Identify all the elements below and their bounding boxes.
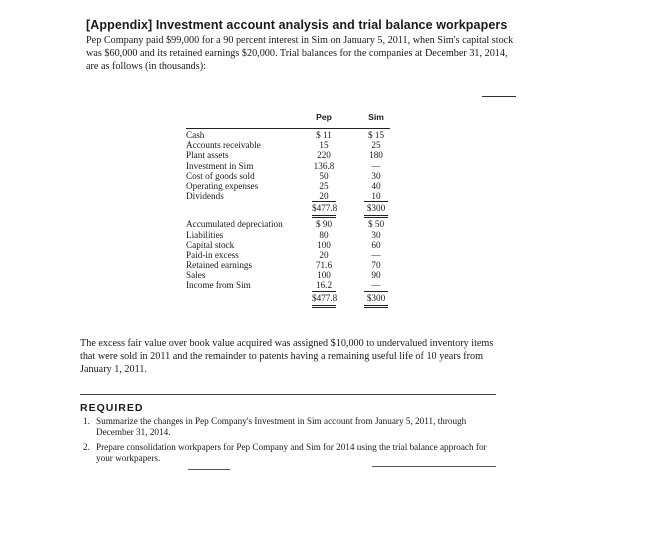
debit-total-sim: $300 [364,201,388,218]
table-header-row [186,112,384,124]
required-list [80,416,500,468]
table-row: Accounts receivable 15 25 [186,140,381,151]
table-row: Investment in Sim 136.8 — [186,160,381,171]
excess-fair-value-note: The excess fair value over book value acquired was assigned $10,000 to undervalued inventory items that were sold in 2011 and the remainder to patents having a remaining useful life of 10 years from January 1, 2011. [80,338,494,375]
bottom-rule-right [372,466,496,467]
required-item: 2. Prepare consolidation workpapers for Pep Company and Sim for 2014 using the trial balance approach for your workpapers. [83,442,487,463]
problem-title: [Appendix] Investment account analysis and trial balance workpapers [86,18,508,32]
trial-balance-table [186,112,386,305]
debit-total-row [186,201,386,215]
table-row: Paid-in excess 20 — [186,249,381,260]
required-heading: REQUIRED [80,402,144,414]
table-row: Operating expenses 25 40 [186,180,381,191]
bottom-rule-left [188,469,230,470]
debit-total-pep: $477.8 [312,201,336,218]
header-sim: Sim [368,112,384,122]
table-row: Liabilities 80 30 [186,229,381,240]
table-row: Plant assets 220 180 [186,150,383,161]
section-divider [80,394,496,395]
required-item: 1. Summarize the changes in Pep Company's Investment in Sim account from January 5, 2011, through December 31, 2014. [83,416,467,437]
problem-intro: Pep Company paid $99,000 for a 90 percent interest in Sim on January 5, 2011, when Sim's capital stock was $60,000 and its retained earnings $20,000. Trial balances for the companies at December 31, 2014, are as follows (in thousands): [86,35,514,72]
table-row: Retained earnings 71.6 70 [186,260,381,271]
header-rule [186,128,390,129]
table-row: Accumulated depreciation $ 90 $ 50 [186,219,385,230]
table-row: Cash $ 11 $ 15 [186,130,385,140]
credit-total-row [186,291,386,305]
table-row: Capital stock 100 60 [186,239,381,250]
credit-total-pep: $477.8 [312,291,336,308]
table-row: Income from Sim 16.2 — [186,280,366,290]
table-row: Sales 100 90 [186,270,381,281]
credit-total-sim: $300 [364,291,388,308]
header-pep: Pep [316,112,332,122]
table-row: Dividends 20 10 [186,191,366,201]
top-right-rule [482,96,516,97]
table-row: Cost of goods sold 50 30 [186,170,381,181]
